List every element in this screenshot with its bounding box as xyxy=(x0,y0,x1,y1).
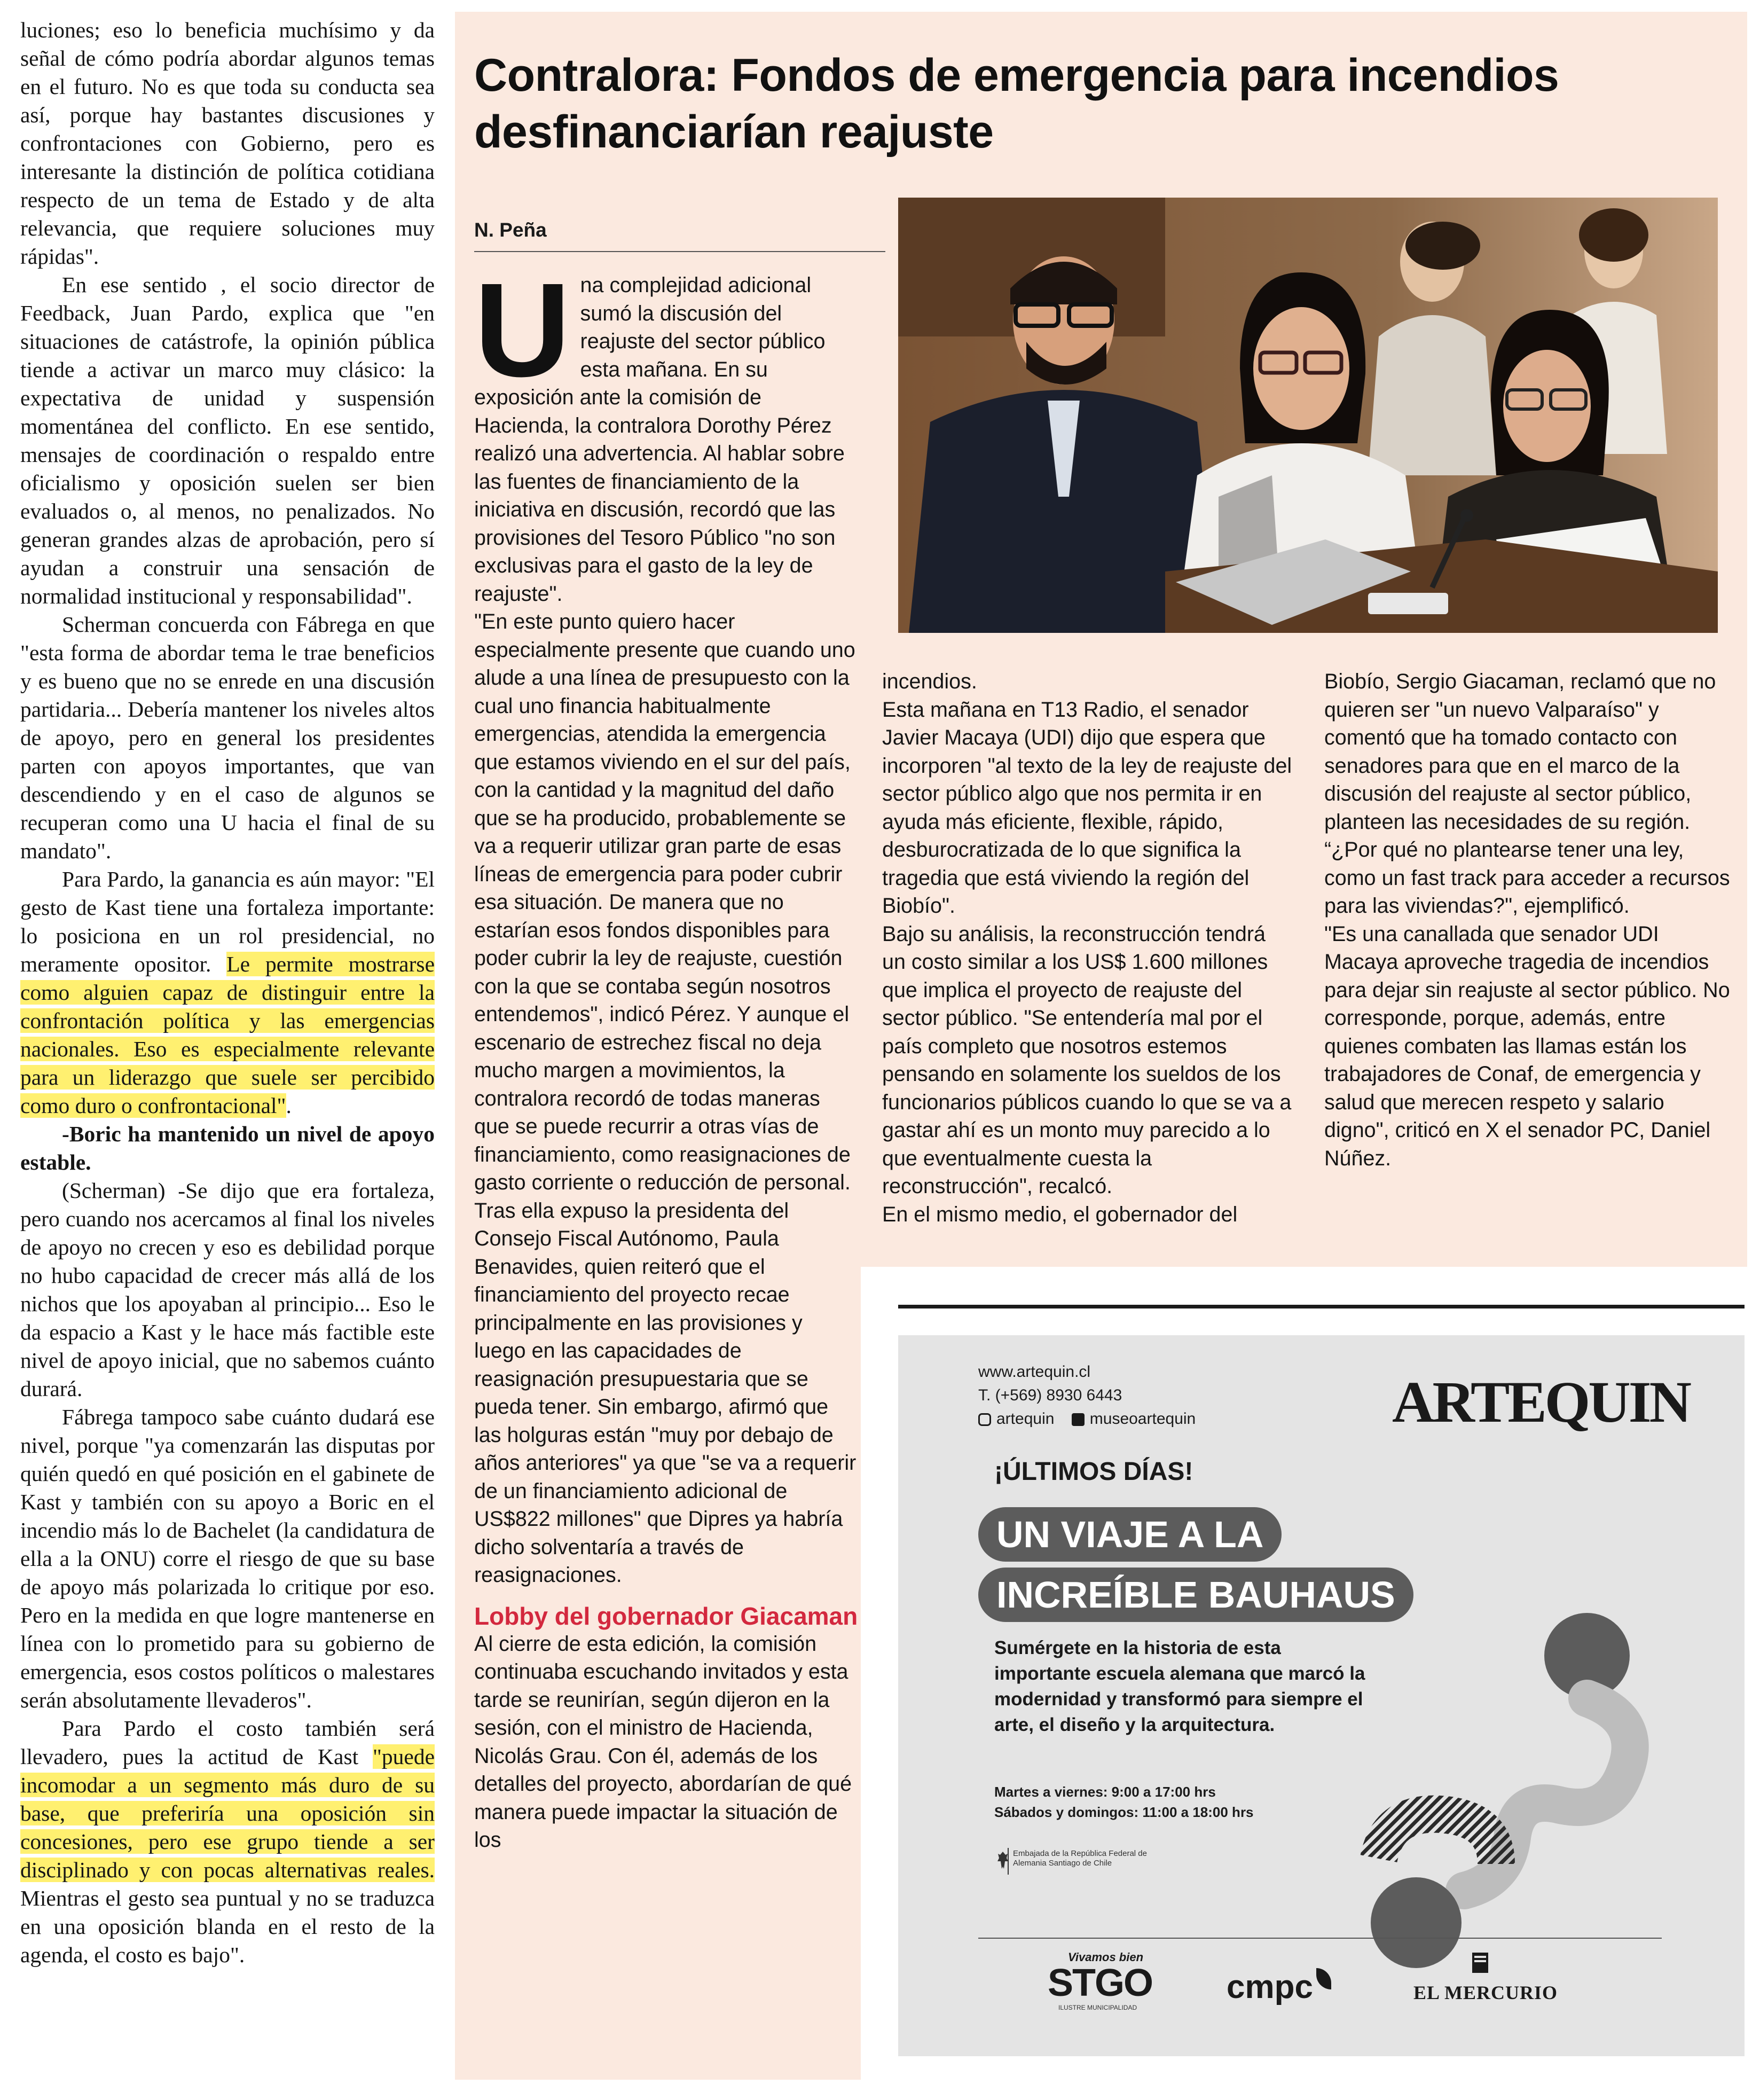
ad-sponsor-divider xyxy=(978,1938,1662,1939)
article-paragraph: En el mismo medio, el gobernador del xyxy=(882,1202,1238,1226)
article-lede xyxy=(474,255,859,608)
left-paragraph-5: (Scherman) -Se dijo que era fortaleza, pero cuando nos acercamos al final los niveles de apoyo no crecen y eso es debilidad porque no hubo capacidad de crecer más allá de los nichos que los apoyaban al principio... Eso le da espacio a Kast y le hace más factible este nivel de apoyo inicial, que no sabemos cuánto durará. xyxy=(20,1178,435,1401)
article-paragraph: Esta mañana en T13 Radio, el senador Javier Macaya (UDI) dijo que espera que incorporen "al texto de la ley de reajuste del sector público algo que nos permita ir en ayuda más eficiente, flexible, rápido, desburocratizada de lo que significa la tragedia que está viviendo la región del Biobío". xyxy=(882,698,1292,918)
ad-phone: T. (+569) 8930 6443 xyxy=(978,1386,1122,1404)
article-paragraph: "En este punto quiero hacer especialmente presente que cuando uno alude a una línea de presupuesto con la cual uno financia habitualmente emergencias, atendida la emergencia que estamos viviendo en el sur del país, con la cantidad y la magnitud del daño que se ha producido, probablemente se va a requerir utilizar gran parte de esas líneas de emergencia para poder cubrir esa situación. De manera que no estarían esos fondos disponibles para poder cubrir la ley de reajuste, cuestión con la que se contaba según nosotros entendemos", indicó Pérez. Y aunque el escenario de estrechez fiscal no deja mucho margen a movimientos, la contralora recordó de todas maneras que se puede recurrir a otras vías de financiamiento, como reasignaciones de gasto corriente o reducción de personal. xyxy=(474,610,855,1194)
highlighted-quote-2: "puede incomodar a un segmento más duro de su base, que preferiría una oposición sin concesiones, pero ese grupo tiende a ser disciplinado y con pocas alternativas reales. xyxy=(20,1744,435,1882)
german-eagle-icon xyxy=(997,1851,1009,1872)
left-paragraph-4-text: Para Pardo, la ganancia es aún mayor: "El gesto de Kast tiene una fortaleza importante: lo posiciona en un rol presidencial, no meramente opositor. xyxy=(20,867,435,976)
ad-description: Sumérgete en la historia de esta importante escuela alemana que marcó la modernidad y transformó para siempre el arte, el diseño y la arquitectura. xyxy=(994,1637,1365,1735)
ad-instagram: artequin xyxy=(996,1410,1055,1428)
article-paragraph: "Es una canallada que senador UDI Macaya aproveche tragedia de incendios para dejar sin reajuste al sector público. No corresponde, porque, además, entre quienes combaten las llamas están los trabajadores de Conaf, de emergencia y salud que merecen respeto y salario digno", criticó en X el senador PC, Daniel Núñez. xyxy=(1324,922,1730,1170)
left-paragraph-4 xyxy=(20,865,435,1120)
article-paragraph: Tras ella expuso la presidenta del Consejo Fiscal Autónomo, Paula Benavides, quien reiteró que el financiamiento del proyecto recae principalmente en las provisiones y luego en las capacidades de reasignación presupuestaria que se pueda tener. Sin embargo, afirmó que las holguras están "muy por debajo de años anteriores" ya que "se va a requerir de un financiamiento adicional de US$822 millones" que Dipres ya habría dicho solventaría a través de reasignaciones. xyxy=(474,1198,857,1587)
article-lede-text: na complejidad adicional sumó la discusión del reajuste del sector público esta mañana. En su exposición ante la comisión de Hacienda, la contralora Dorothy Pérez realizó una advertencia. Al hablar sobre las fuentes de financiamiento de la iniciativa en discusión, recordó que las provisiones del Tesoro Público "no son exclusivas para el gasto de la ley de reajuste". xyxy=(474,273,845,606)
article-column-1 xyxy=(474,255,859,1854)
left-paragraph-6: Fábrega tampoco sabe cuánto dudará ese nivel, porque "ya comenzarán las disputas por quién quedó en qué posición en el gabinete de Kast y también con su apoyo a Boric en el incendio más lo de Bachelet (la candidatura de ella a la ONU) corre el riesgo de que su base de apoyo más polarizada lo critique por eso. Pero en la medida en que logre mantenerse en línea con lo prometido para su gobierno de emergencia, esos costos políticos o malestares serán absolutamente llevaderos". xyxy=(20,1405,435,1712)
ad-website: www.artequin.cl xyxy=(978,1363,1091,1381)
left-paragraph-2: En ese sentido , el socio director de Feedback, Juan Pardo, explica que "en situaciones de catástrofe, la opinión pública tiende a activar un marco muy clásico: la expectativa de unidad y suspensión momentánea del conflicto. En ese sentido, mensajes de coordinación o respaldo entre oficialismo y oposición suelen ser bien evaluados o, al menos, no penalizados. No generan grandes alzas de aprobación, pero sí ayudan a construir una sensación de normalidad institucional y responsabilidad". xyxy=(20,272,435,608)
article-paragraph: incendios. xyxy=(882,670,977,693)
sponsor-stgo-tagline: Vivamos bien xyxy=(1068,1950,1144,1964)
article-byline: N. Peña xyxy=(474,219,547,241)
ad-tiktok: museoartequin xyxy=(1089,1410,1196,1428)
left-paragraph-1: luciones; eso lo beneficia muchísimo y da señal de cómo podría abordar algunos temas en el futuro. No es que toda su conducta sea así, porque hay bastantes discusiones y confrontaciones con Gobierno, pero es interesante la distinción de política cotidiana respecto de un tema de Estado y de alta relevancia, que requiere soluciones muy rápidas". xyxy=(20,18,435,269)
artequin-logo: ARTEQUIN xyxy=(1392,1369,1690,1435)
left-paragraph-7 xyxy=(20,1714,435,1969)
ad-divider xyxy=(898,1305,1745,1308)
ad-title-line-2: INCREÍBLE BAUHAUS xyxy=(978,1568,1413,1622)
sponsor-stgo-logo: STGO xyxy=(1048,1962,1153,2004)
article-photo xyxy=(898,198,1718,633)
artequin-advertisement xyxy=(898,1335,1745,2056)
ad-hours-weekdays: Martes a viernes: 9:00 a 17:00 hrs xyxy=(994,1784,1216,1800)
article-column-2 xyxy=(882,668,1293,1228)
article-paragraph: Al cierre de esta edición, la comisión continuaba escuchando invitados y esta tarde se reunirían, según dijeron en la sesión, con el ministro de Hacienda, Nicolás Grau. Con él, además de los detalles del proyecto, abordarían de qué manera puede impactar la situación de los xyxy=(474,1632,852,1852)
article-headline: Contralora: Fondos de emergencia para incendios desfinanciarían reajuste xyxy=(474,50,1559,158)
left-paragraph-3: Scherman concuerda con Fábrega en que "esta forma de abordar tema le trae beneficios y es bueno que no se enrede en una discusión partidaria... Debería mantener los niveles altos de apoyo, pero en general los presidentes parten con apoyos importantes, que van descendiendo y en el caso de algunos se recuperan como una U hacia el final de su mandato". xyxy=(20,612,435,863)
instagram-icon xyxy=(978,1413,991,1426)
ad-hours-weekends: Sábados y domingos: 11:00 a 18:00 hrs xyxy=(994,1804,1254,1820)
tiktok-icon xyxy=(1072,1413,1085,1426)
dropcap: U xyxy=(474,255,571,404)
article-paragraph: Biobío, Sergio Giacaman, reclamó que no quieren ser "un nuevo Valparaíso" y comentó que ha tomado contacto con senadores para que en el marco de la discusión del reajuste al sector público, planteen las necesidades de su región. “¿Por qué no plantearse tener una ley, como un fast track para acceder a recursos para las viviendas?", ejemplificó. xyxy=(1324,670,1730,918)
left-paragraph-7-text: Para Pardo el costo también será llevadero, pues la actitud de Kast xyxy=(20,1716,435,1769)
left-paragraph-7-end: Mientras el gesto sea puntual y no se traduzca en una oposición blanda en el resto de la agenda, el costo es bajo". xyxy=(20,1886,435,1967)
interview-question: -Boric ha mantenido un nivel de apoyo estable. xyxy=(20,1122,435,1174)
sponsor-el-mercurio-logo: EL MERCURIO xyxy=(1413,1982,1558,2003)
ad-kicker: ¡ÚLTIMOS DÍAS! xyxy=(994,1458,1193,1486)
article-paragraph: Bajo su análisis, la reconstrucción tendrá un costo similar a los US$ 1.600 millones que implica el proyecto de reajuste del sector público. "Se entendería mal por el país completo que nosotros estemos pensando en solamente los sueldos de los funcionarios públicos cuando lo que se va a gastar ahí es un monto muy parecido a lo que eventualmente cuesta la reconstrucción", recalcó. xyxy=(882,922,1292,1198)
sponsor-cmpc-logo xyxy=(1227,1968,1331,2006)
ad-title-line-1: UN VIAJE A LA xyxy=(978,1507,1282,1562)
article-column-3 xyxy=(1324,668,1730,1172)
article-subheading: Lobby del gobernador Giacaman xyxy=(474,1602,858,1630)
left-paragraph-4-end: . xyxy=(286,1093,292,1118)
bauhaus-graphic xyxy=(1357,1613,1656,1987)
sponsor-stgo-subtitle: ILUSTRE MUNICIPALIDAD xyxy=(1058,2004,1137,2011)
leaf-icon xyxy=(1316,1968,1331,1989)
sponsor-cmpc-text: cmpc xyxy=(1227,1969,1313,2005)
highlighted-quote-1: Le permite mostrarse como alguien capaz de distinguir entre la confrontación política y las emergencias nacionales. Eso es especialmente relevante para un liderazgo que suele ser percibido como duro o confrontacional" xyxy=(20,952,435,1118)
left-column xyxy=(20,16,435,1969)
hearing-photo-illustration xyxy=(898,198,1718,633)
ad-social xyxy=(978,1410,1196,1428)
byline-divider xyxy=(474,251,885,252)
el-mercurio-emblem-icon xyxy=(1467,1949,1494,1976)
ad-embassy-credit: Embajada de la República Federal de Alemania Santiago de Chile xyxy=(1013,1849,1147,1868)
embassy-divider xyxy=(1008,1848,1009,1875)
